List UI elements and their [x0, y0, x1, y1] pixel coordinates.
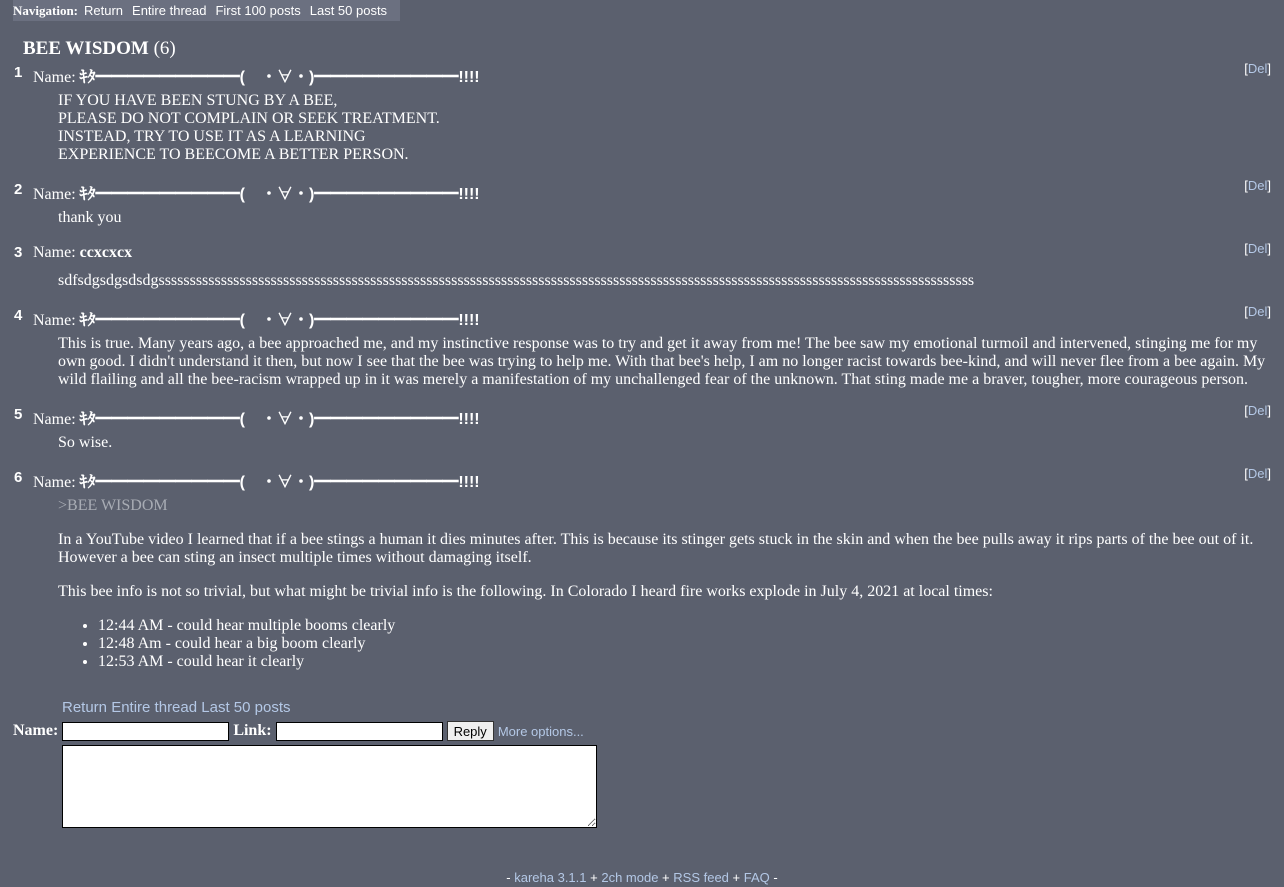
poster-name: ｷﾀ━━━━━━━━━( ・∀・)━━━━━━━━━!!!! [79, 312, 480, 329]
nav-link-return[interactable]: Return [84, 3, 124, 18]
delete-link[interactable]: Del [1247, 466, 1268, 481]
thread-title [23, 38, 176, 60]
post-body [58, 209, 1270, 227]
footer-separator: + [586, 870, 602, 885]
delete-link[interactable]: Del [1247, 403, 1268, 418]
bottom-link-entire-thread[interactable]: Entire thread [111, 699, 198, 716]
post-body [58, 272, 1270, 290]
post-line: PLEASE DO NOT COMPLAIN OR SEEK TREATMENT. [58, 110, 440, 127]
nav-link-last-50[interactable]: Last 50 posts [309, 3, 388, 18]
footer [0, 870, 1284, 885]
bottom-navigation [62, 699, 291, 716]
poster-name: ｷﾀ━━━━━━━━━( ・∀・)━━━━━━━━━!!!! [79, 474, 480, 491]
timestamp-list [58, 617, 1270, 671]
delete-link[interactable]: Del [1247, 178, 1268, 193]
poster-name: ｷﾀ━━━━━━━━━( ・∀・)━━━━━━━━━!!!! [79, 69, 480, 86]
reply-button[interactable]: Reply [447, 721, 494, 741]
bottom-link-return[interactable]: Return [62, 699, 108, 716]
post [0, 402, 1284, 452]
post-line: So wise. [58, 434, 113, 451]
post-body [58, 92, 1270, 164]
post-header [0, 60, 1284, 84]
post-body [58, 434, 1270, 452]
post-number[interactable]: 4 [14, 307, 23, 324]
post-name-row [33, 244, 132, 262]
reply-form [13, 721, 584, 741]
post-body [58, 497, 1270, 671]
post-paragraph: In a YouTube video I learned that if a bee stings a human it dies minutes after. This is because its stinger gets stuck in the skin and when the bee pulls away it rips parts of the bee out of it. However a bee can sting an insect multiple times without damaging itself. [58, 531, 1254, 566]
more-options-link[interactable]: More options... [497, 723, 584, 739]
list-item: • 12:44 AM - could hear multiple booms clearly [98, 617, 1270, 635]
poster-name: ｷﾀ━━━━━━━━━( ・∀・)━━━━━━━━━!!!! [79, 411, 480, 428]
post-header [0, 177, 1284, 201]
thread-title-text: BEE WISDOM [23, 38, 149, 59]
footer-separator: + [658, 870, 674, 885]
post-paragraph: This bee info is not so trivial, but what might be trivial info is the following. In Colorado I heard fire works explode in July 4, 2021 at local times: [58, 583, 993, 600]
post-text: This is true. Many years ago, a bee approached me, and my instinctive response was to try and get it away from me! The bee saw my emotional turmoil and intervened, stinging me for my own good. I didn't understand it then, but now I see that the bee was trying to help me. With that bee's help, I am no longer racist towards bee-kind, and will never flee from a bee again. My wild flailing and all the bee-racism wrapped up in it was merely a manifestation of my unchallenged fear of the unknown. That sting made me a braver, tougher, more courageous person. [58, 335, 1266, 388]
delete-link[interactable]: Del [1247, 241, 1268, 256]
link-field[interactable] [276, 722, 443, 741]
post [0, 60, 1284, 164]
delete-control: [Del] [1244, 61, 1271, 76]
post [0, 303, 1284, 389]
footer-separator: + [728, 870, 744, 885]
post-line: EXPERIENCE TO BEECOME A BETTER PERSON. [58, 146, 409, 163]
delete-link[interactable]: Del [1247, 61, 1268, 76]
post-number[interactable]: 3 [14, 244, 23, 261]
post-line: sdfsdgsdgsdsdgsssssssssssssssssssssssssssssssssssssssssssssssssssssssssssssssssssssssssssssssssssssssssssssssssssssssssssssssssssssssssssssssssss [58, 272, 975, 289]
post-header [0, 465, 1284, 489]
delete-control: [Del] [1244, 178, 1271, 193]
post [0, 240, 1284, 290]
list-item: • 12:48 Am - could hear a big boom clearly [98, 635, 1270, 653]
name-field-label: Name: [13, 722, 59, 739]
name-label: Name: [33, 411, 76, 428]
message-textarea[interactable] [62, 745, 597, 828]
delete-link[interactable]: Del [1247, 304, 1268, 319]
nav-link-entire-thread[interactable]: Entire thread [132, 3, 207, 18]
delete-control: [Del] [1244, 403, 1271, 418]
footer-prefix: - [506, 870, 515, 885]
navigation-label: Navigation: [13, 2, 78, 18]
reply-form-row [13, 721, 584, 741]
post-name-row [33, 307, 480, 330]
post-number[interactable]: 1 [14, 64, 23, 81]
name-label: Name: [33, 244, 76, 261]
post-body [58, 335, 1270, 389]
list-item: • 12:53 AM - could hear it clearly [98, 653, 1270, 671]
poster-name: ｷﾀ━━━━━━━━━( ・∀・)━━━━━━━━━!!!! [79, 186, 480, 203]
footer-link-rss-feed[interactable]: RSS feed [673, 870, 729, 885]
post-header [0, 402, 1284, 426]
post-header [0, 303, 1284, 327]
post-name-row [33, 181, 480, 204]
name-label: Name: [33, 474, 76, 491]
post-line: thank you [58, 209, 122, 226]
footer-link-kareha[interactable]: kareha 3.1.1 [514, 870, 587, 885]
nav-link-first-100[interactable]: First 100 posts [215, 3, 301, 18]
post-number[interactable]: 2 [14, 181, 23, 198]
name-label: Name: [33, 69, 76, 86]
post-line: INSTEAD, TRY TO USE IT AS A LEARNING [58, 128, 366, 145]
link-field-label: Link: [233, 722, 272, 739]
post-name-row [33, 64, 480, 87]
bottom-link-last-50[interactable]: Last 50 posts [201, 699, 291, 716]
footer-suffix: - [769, 870, 778, 885]
poster-name: ccxcxcx [79, 244, 133, 261]
post [0, 177, 1284, 227]
delete-control: [Del] [1244, 241, 1271, 256]
post-header [0, 240, 1284, 264]
delete-control: [Del] [1244, 466, 1271, 481]
post-number[interactable]: 6 [14, 469, 23, 486]
name-field[interactable] [62, 722, 229, 741]
post-name-row [33, 469, 480, 492]
footer-link-2ch-mode[interactable]: 2ch mode [601, 870, 659, 885]
footer-link-faq[interactable]: FAQ [743, 870, 770, 885]
post-number[interactable]: 5 [14, 406, 23, 423]
name-label: Name: [33, 186, 76, 203]
post-name-row [33, 406, 480, 429]
delete-control: [Del] [1244, 304, 1271, 319]
post [0, 465, 1284, 671]
navigation-bar [13, 0, 400, 21]
quote-line: >BEE WISDOM [58, 497, 168, 514]
post-line: IF YOU HAVE BEEN STUNG BY A BEE, [58, 92, 338, 109]
name-label: Name: [33, 312, 76, 329]
thread-post-count: (6) [153, 38, 176, 59]
